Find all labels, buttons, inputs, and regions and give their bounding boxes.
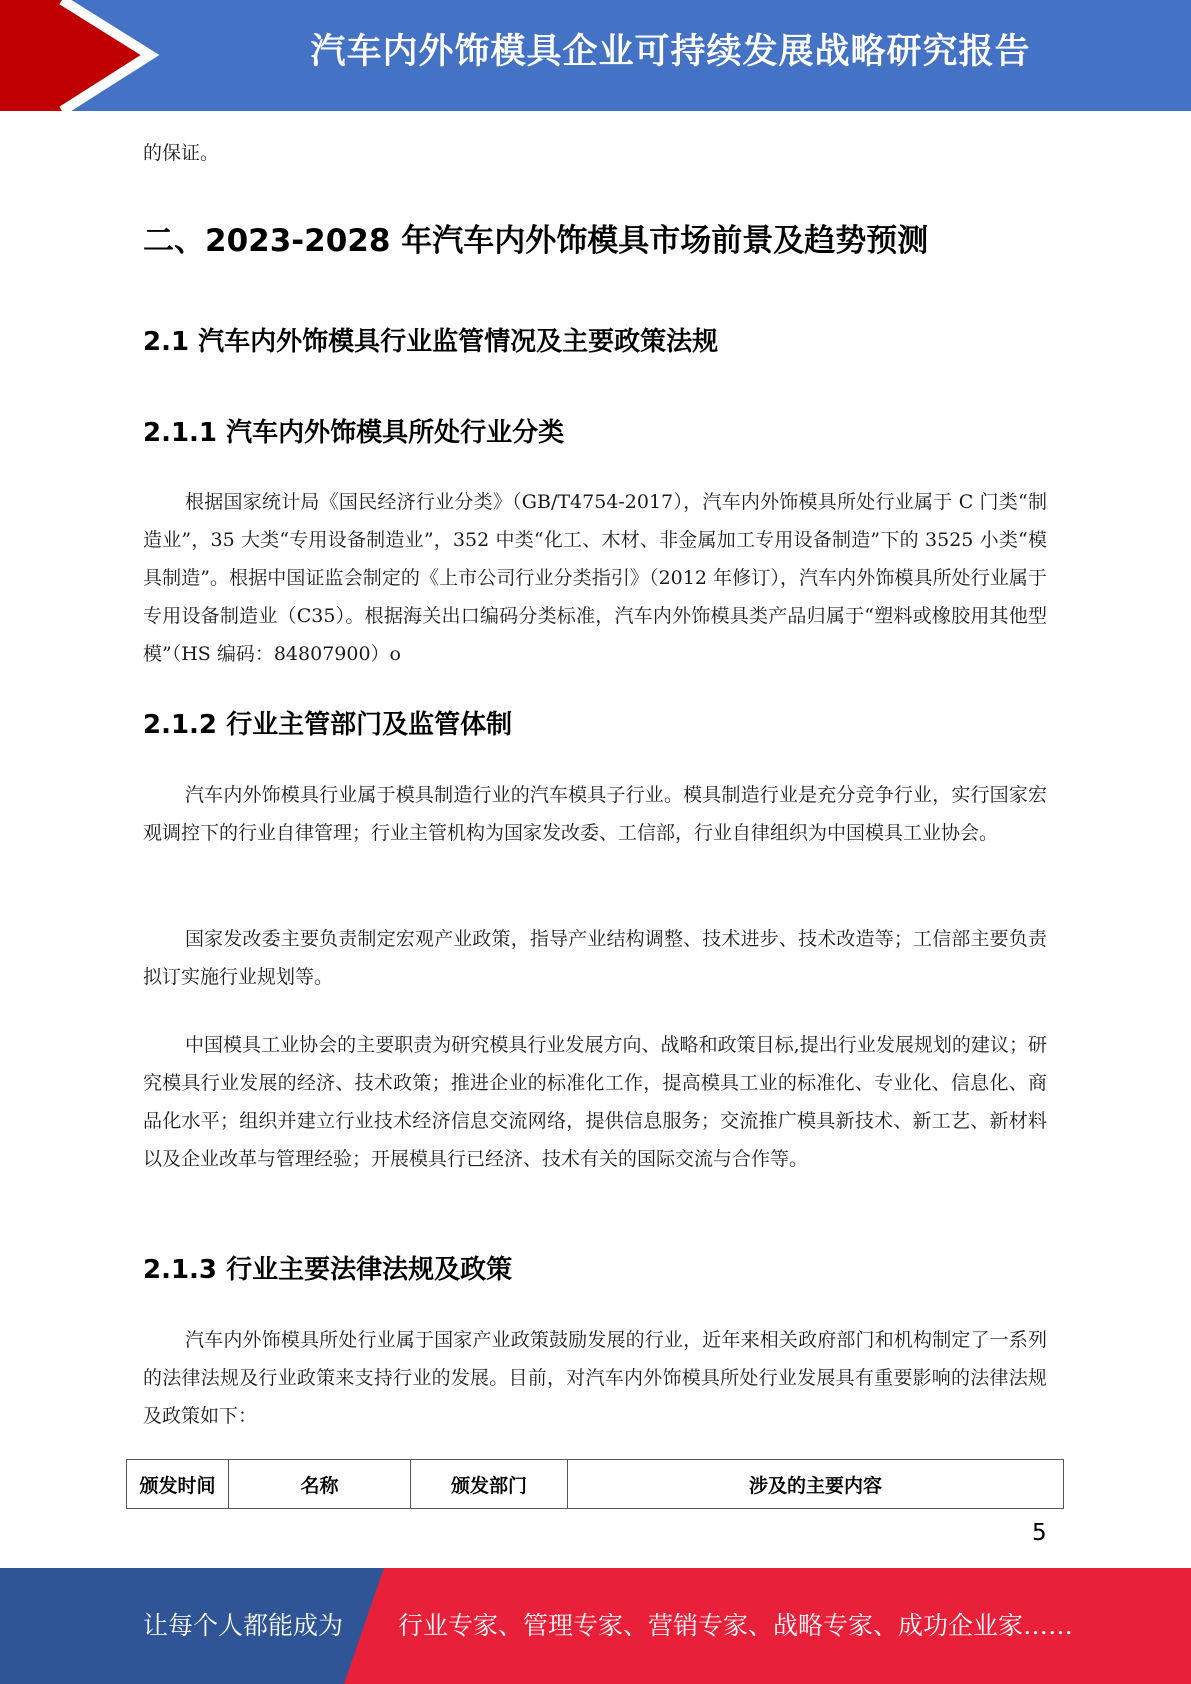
policy-table: [126, 1459, 1064, 1509]
page-header: [0, 0, 1191, 111]
chapter-heading: 二、2023-2028 年汽车内外饰模具市场前景及趋势预测: [143, 223, 929, 259]
footer-slogan-left: 让每个人都能成为: [143, 1611, 344, 1640]
paragraph-laws-policies: 汽车内外饰模具所处行业属于国家产业政策鼓励发展的行业，近年来相关政府部门和机构制定了一系列的法律法规及行业政策来支持行业的发展。目前，对汽车内外饰模具所处行业发展具有重要影响的法律法规及政策如下：: [143, 1329, 1047, 1427]
section-heading-2-1-3: 2.1.3 行业主要法律法规及政策: [143, 1255, 513, 1285]
page-footer: [0, 1568, 1191, 1684]
column-header-content: 涉及的主要内容: [568, 1460, 1064, 1509]
footer-slogan-right: 行业专家、管理专家、营销专家、战略专家、成功企业家……: [398, 1611, 1074, 1640]
page-number: 5: [1032, 1520, 1047, 1546]
table-header-row: [127, 1460, 1064, 1509]
paragraph-association-duties: 中国模具工业协会的主要职责为研究模具行业发展方向、战略和政策目标,提出行业发展规划的建议；研究模具行业发展的经济、技术政策；推进企业的标准化工作，提高模具工业的标准化、专业化、信息化、商品化水平；组织并建立行业技术经济信息交流网络，提供信息服务；交流推广模具新技术、新工艺、新材料以及企业改革与管理经验；开展模具行已经济、技术有关的国际交流与合作等。: [143, 1034, 1047, 1170]
report-title: 汽车内外饰模具企业可持续发展战略研究报告: [310, 32, 1031, 72]
section-heading-2-1-2: 2.1.2 行业主管部门及监管体制: [143, 710, 513, 740]
paragraph-regulation-system: 汽车内外饰模具行业属于模具制造行业的汽车模具子行业。模具制造行业是充分竞争行业，实行国家宏观调控下的行业自律管理；行业主管机构为国家发改委、工信部，行业自律组织为中国模具工业协会。: [143, 784, 1047, 844]
paragraph-industry-classification: 根据国家统计局《国民经济行业分类》（GB/T4754-2017），汽车内外饰模具所处行业属于 C 门类“制造业”，35 大类“专用设备制造业”，352 中类“化工、木材、非金属加工专用设备制造”下的 3525 小类“模具制造”。根据中国证监会制定的《上市公司行业分类指引》（2012 年修订），汽车内外饰模具所处行业属于专用设备制造业（C35）。根据海关出口编码分类标准，汽车内外饰模具类产品归属于“塑料或橡胶用其他型模”（HS 编码：84807900）o: [143, 491, 1047, 665]
intro-fragment: 的保证。: [143, 142, 220, 164]
column-header-name: 名称: [229, 1460, 411, 1509]
section-heading-2-1-1: 2.1.1 汽车内外饰模具所处行业分类: [143, 418, 565, 448]
column-header-department: 颁发部门: [411, 1460, 568, 1509]
section-heading-2-1: 2.1 汽车内外饰模具行业监管情况及主要政策法规: [143, 327, 719, 357]
column-header-date: 颁发时间: [127, 1460, 229, 1509]
paragraph-ndrc-duties: 国家发改委主要负责制定宏观产业政策，指导产业结构调整、技术进步、技术改造等；工信部主要负责拟订实施行业规划等。: [143, 928, 1047, 988]
